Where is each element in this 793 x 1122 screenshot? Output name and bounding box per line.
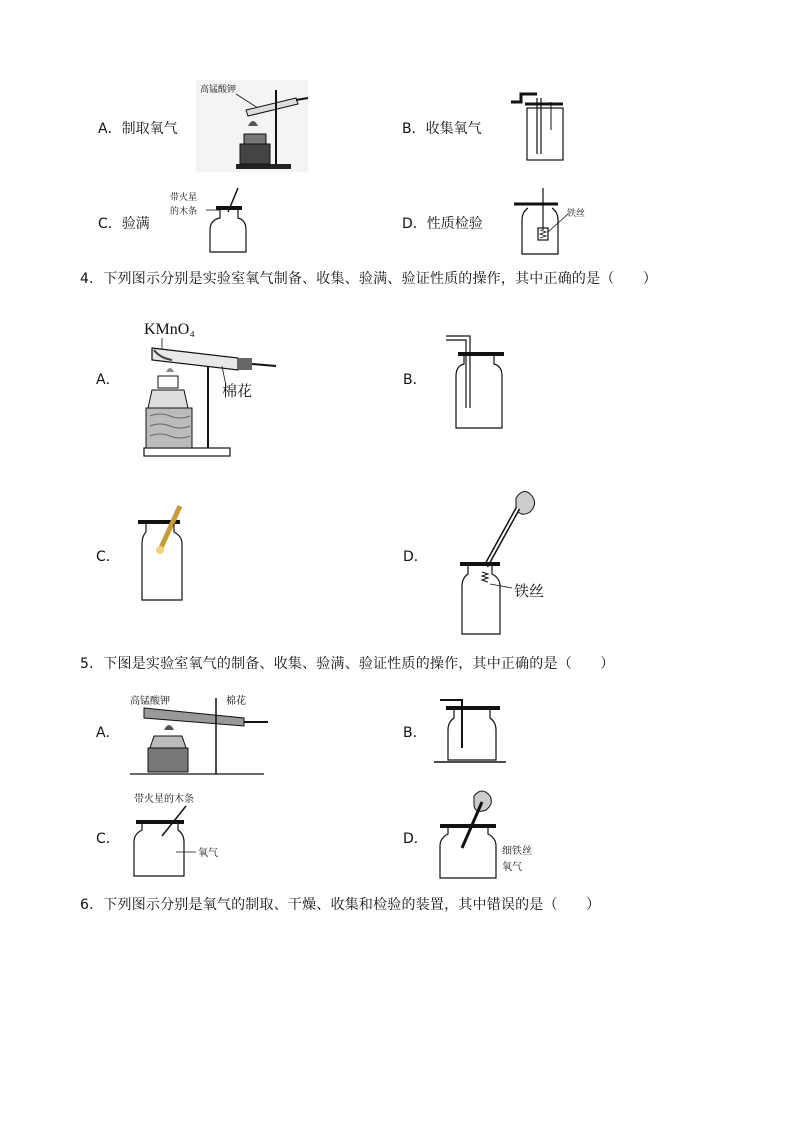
figure-label: KMnO₄	[144, 321, 195, 338]
option-c-row	[98, 213, 150, 233]
figure-label: 氧气	[198, 848, 218, 859]
figure-property-test-small	[510, 186, 590, 258]
figure-q5-heat	[124, 690, 270, 778]
figure-label: 细铁丝	[502, 846, 532, 857]
figure-q4-iron-burn	[456, 480, 560, 638]
figure-label: 铁丝	[567, 209, 586, 219]
option-letter: B．	[402, 121, 426, 137]
figure-q4-collect	[442, 330, 506, 432]
figure-label: 铁丝	[514, 582, 545, 600]
q4-option-c-letter: C．	[96, 549, 120, 565]
question-5-stem: 5．下图是实验室氧气的制备、收集、验满、验证性质的操作，其中正确的是（ ）	[80, 656, 615, 672]
figure-label: 带火星	[170, 193, 198, 203]
figure-label: 的木条	[170, 207, 198, 217]
figure-q4-check-full	[136, 500, 192, 604]
option-d-row	[402, 213, 483, 233]
q5-option-a-letter: A．	[96, 725, 120, 741]
figure-q5-check-full	[128, 790, 228, 882]
option-a-row	[98, 118, 178, 138]
figure-label: 棉花	[226, 696, 246, 707]
q5-option-c-letter: C．	[96, 831, 120, 847]
figure-label: 氧气	[502, 862, 522, 873]
figure-collect-oxygen-small	[505, 90, 567, 164]
option-text: 制取氧气	[121, 121, 178, 137]
question-4-stem: 4．下列图示分别是实验室氧气制备、收集、验满、验证性质的操作，其中正确的是（ ）	[80, 271, 658, 287]
figure-make-oxygen-small	[196, 80, 308, 172]
q4-option-b-letter: B．	[403, 372, 427, 388]
option-text: 验满	[121, 216, 150, 232]
option-letter: C．	[98, 216, 122, 232]
figure-label: 高锰酸钾	[130, 696, 170, 707]
question-6-stem: 6．下列图示分别是氧气的制取、干燥、收集和检验的装置，其中错误的是（ ）	[80, 897, 601, 913]
q4-option-a-letter: A．	[96, 372, 120, 388]
figure-label: 高锰酸钾	[200, 85, 237, 95]
figure-q5-iron-burn	[434, 784, 544, 882]
figure-label: 带火星的木条	[134, 794, 194, 805]
figure-label: 棉花	[222, 382, 253, 400]
option-b-row	[402, 118, 482, 138]
option-text: 收集氧气	[425, 121, 482, 137]
figure-q4-heat-kmno4	[138, 312, 278, 462]
option-letter: D．	[402, 216, 427, 232]
figure-q5-collect	[434, 690, 506, 766]
q5-option-b-letter: B．	[403, 725, 427, 741]
figure-check-full-small	[168, 186, 250, 256]
option-text: 性质检验	[426, 216, 483, 232]
q4-option-d-letter: D．	[403, 549, 428, 565]
q5-option-d-letter: D．	[403, 831, 428, 847]
option-letter: A．	[98, 121, 122, 137]
